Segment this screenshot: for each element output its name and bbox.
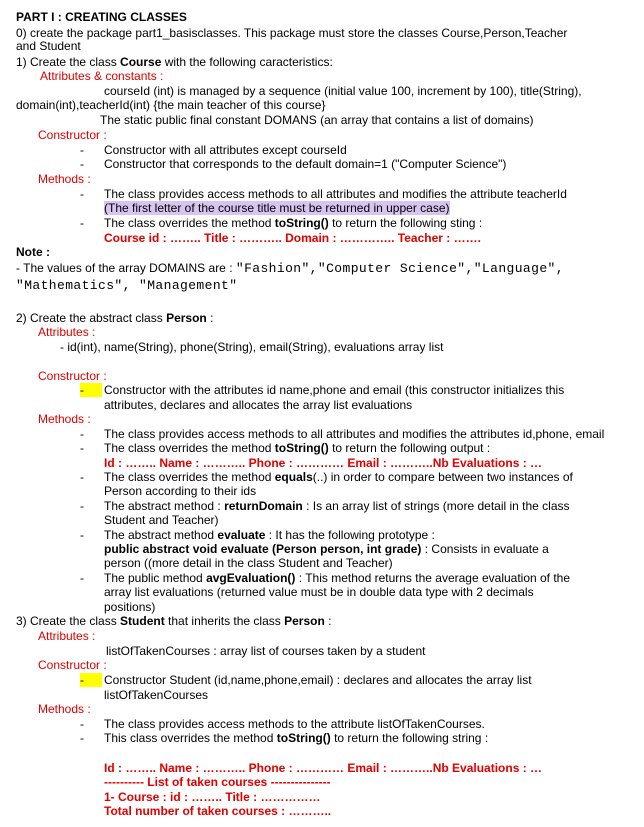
bullet: - <box>80 187 84 201</box>
student-format-line-1: Id : …….. Name : ……….. Phone : ………… Email : ………..Nb Evaluations : … <box>104 761 543 775</box>
course-meth-1-note: (The first letter of the course title must be returned in upper case) <box>104 201 450 215</box>
student-format-line-4: Total number of taken courses : ……….. <box>104 804 332 818</box>
student-m2: This class overrides the method toString() to return the following string : <box>104 731 489 745</box>
bullet: - <box>80 571 84 585</box>
person-attributes-label: Attributes : <box>38 325 96 339</box>
course-ctor-2: Constructor that corresponds to the default domain=1 ("Computer Science") <box>104 157 507 171</box>
bullet: - <box>80 470 84 484</box>
note-line-2: "Mathematics", "Management" <box>16 278 238 293</box>
course-attributes-label: Attributes & constants : <box>40 69 164 83</box>
person-methods-label: Methods : <box>38 412 91 426</box>
person-m4: The abstract method : returnDomain : Is an array list of strings (more detail in the class <box>104 499 570 513</box>
bullet-highlighted: - <box>80 673 102 687</box>
bullet: - <box>80 528 84 542</box>
course-tostring-format: Course id : …….. Title : ……….. Domain : ………….. Teacher : ……. <box>104 231 481 245</box>
person-m6: The public method avgEvaluation() : This method returns the average evaluation of the <box>104 571 571 585</box>
intro-line-2: and Student <box>16 39 81 53</box>
person-m5: The abstract method evaluate : It has the following prototype : <box>104 528 435 542</box>
person-ctor-line-1: Constructor with the attributes id name,phone and email (this constructor initializes this <box>104 383 565 397</box>
student-attributes-label: Attributes : <box>38 629 96 643</box>
course-methods-label: Methods : <box>38 172 91 186</box>
bullet: - <box>80 441 84 455</box>
student-constructor-label: Constructor : <box>38 658 107 672</box>
person-m5-line-3: person ((more detail in the class Student and Teacher) <box>104 556 393 570</box>
note-line-1: - The values of the array DOMAINS are : "Fashion","Computer Science","Language", <box>16 261 564 276</box>
person-ctor-line-2: attributes, declares and allocates the array list evaluations <box>104 398 413 412</box>
course-heading: 1) Create the class Course with the following caracteristics: <box>16 55 333 69</box>
person-m3: The class overrides the method equals(..) in order to compare between two instances of <box>104 470 573 484</box>
bullet: - <box>80 427 84 441</box>
student-format-line-3: 1- Course : id : …….. Title : …………… <box>104 790 321 804</box>
bullet: - <box>80 157 84 171</box>
person-m2: The class overrides the method toString() to return the following output : <box>104 441 491 455</box>
student-ctor-line-2: listOfTakenCourses <box>104 688 209 702</box>
bullet: - <box>80 731 84 745</box>
course-attr-line-1: courseId (int) is managed by a sequence (initial value 100, increment by 100), title(String), <box>104 84 582 98</box>
person-m5-proto: public abstract void evaluate (Person person, int grade) : Consists in evaluate a <box>104 542 549 556</box>
bullet: - <box>80 499 84 513</box>
bullet-highlighted: - <box>80 383 102 397</box>
student-methods-label: Methods : <box>38 702 91 716</box>
person-tostring-format: Id : …….. Name : ……….. Phone : ………… Email : ………..Nb Evaluations : … <box>104 456 543 470</box>
person-constructor-label: Constructor : <box>38 369 107 383</box>
person-m3-line-2: Person according to their ids <box>104 484 257 498</box>
person-attr-line: - id(int), name(String), phone(String), email(String), evaluations array list <box>60 340 444 354</box>
note-label: Note : <box>16 245 50 259</box>
student-format-line-2: ---------- List of taken courses --------------- <box>104 775 331 789</box>
student-heading: 3) Create the class Student that inherits the class Person : <box>16 614 332 628</box>
course-constructor-label: Constructor : <box>38 128 107 142</box>
person-m1: The class provides access methods to all attributes and modifies the attributes id,phone, email <box>104 427 605 441</box>
student-attr-line: listOfTakenCourses : array list of courses taken by a student <box>106 644 426 658</box>
course-meth-2: The class overrides the method toString() to return the following sting : <box>104 216 483 230</box>
course-meth-1: The class provides access methods to all attributes and modifies the attribute teacherId <box>104 187 567 201</box>
bullet: - <box>80 717 84 731</box>
person-m6-line-2: array list evaluations (returned value must be in double data type with 2 decimals <box>104 585 534 599</box>
course-ctor-1: Constructor with all attributes except courseId <box>104 143 347 157</box>
person-m4-line-2: Student and Teacher) <box>104 513 219 527</box>
person-heading: 2) Create the abstract class Person : <box>16 311 214 325</box>
student-ctor-line-1: Constructor Student (id,name,phone,email) : declares and allocates the array list <box>104 673 532 687</box>
course-attr-line-3: The static public final constant DOMANS (an array that contains a list of domains) <box>100 113 534 127</box>
bullet: - <box>80 143 84 157</box>
course-attr-line-2: domain(int),teacherId(int) {the main teacher of this course} <box>16 98 326 112</box>
intro-line-1: 0) create the package part1_basisclasses. This package must store the classes Course,Person,Teacher <box>16 26 568 40</box>
student-m1: The class provides access methods to the attribute listOfTakenCourses. <box>104 717 485 731</box>
page-title: PART I : CREATING CLASSES <box>16 10 187 24</box>
bullet: - <box>80 216 84 230</box>
person-m6-line-3: positions) <box>104 600 156 614</box>
